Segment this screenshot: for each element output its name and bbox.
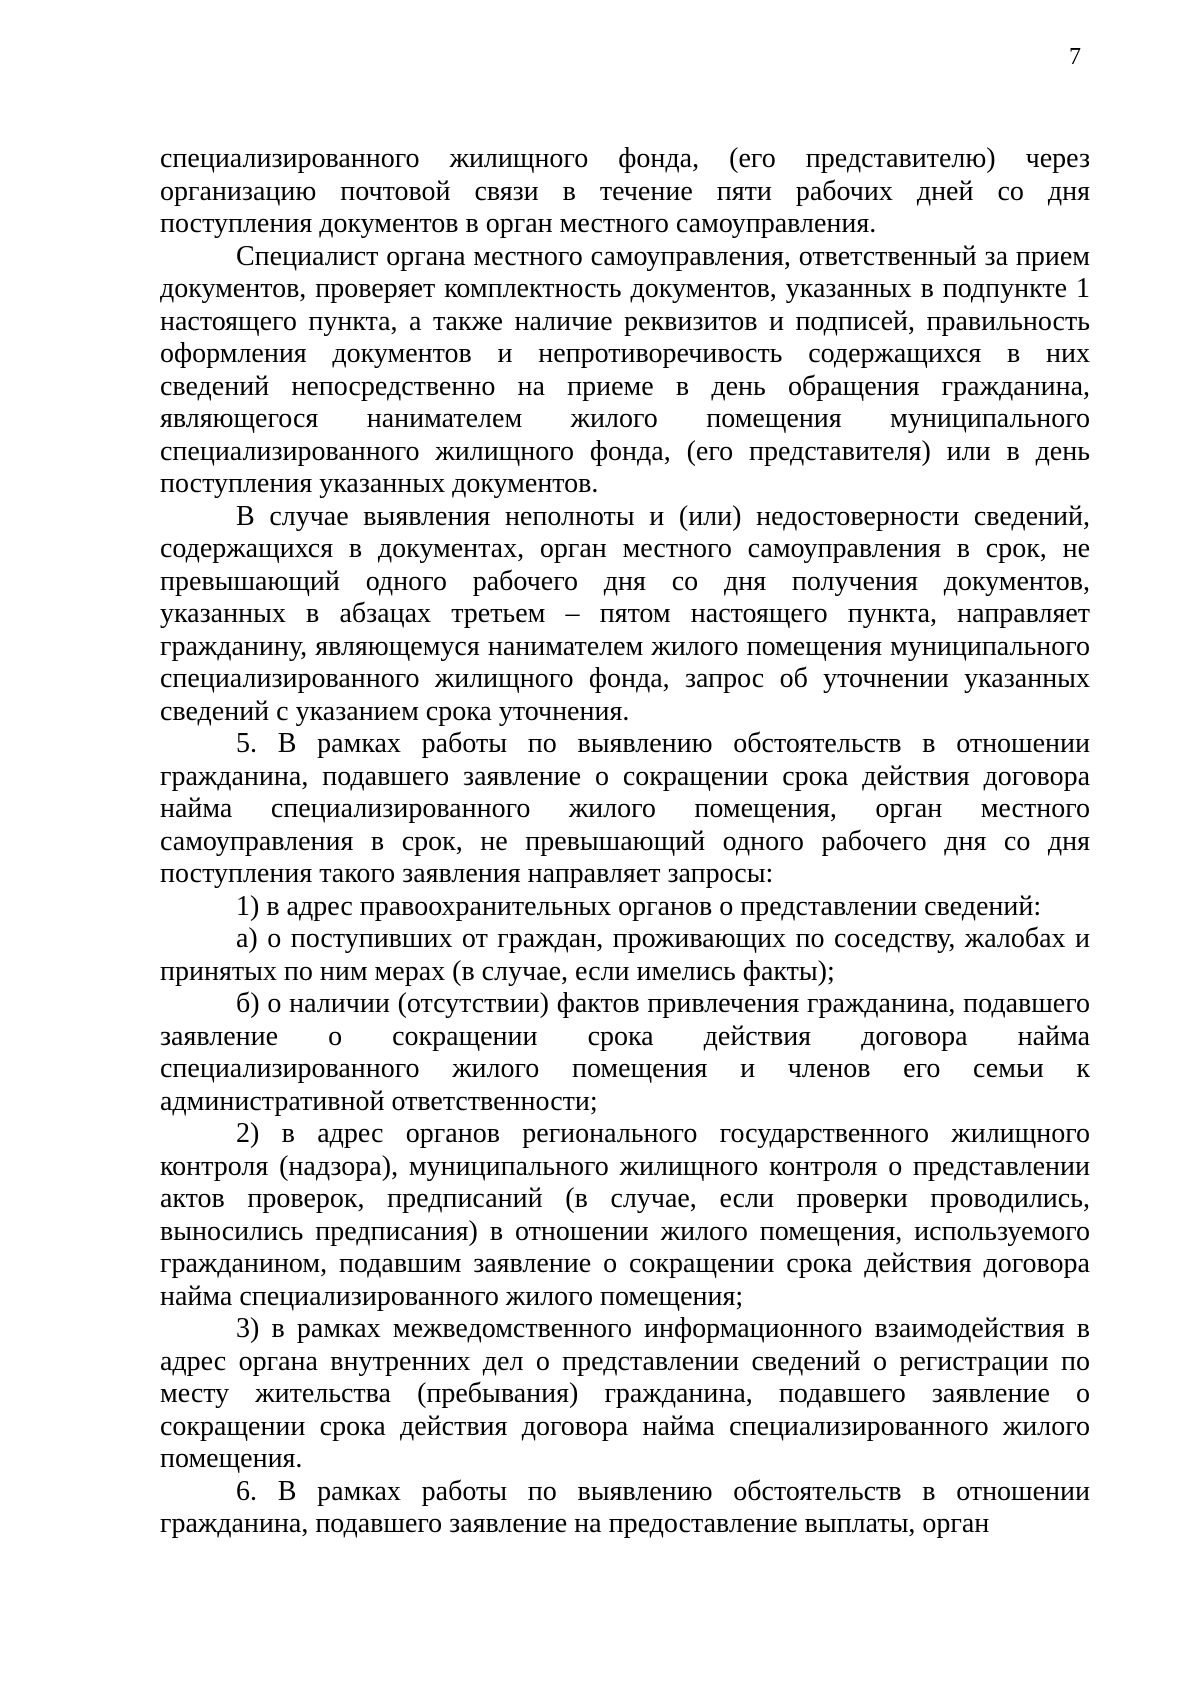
- paragraph-subitem-2: 2) в адрес органов регионального государственного жилищного контроля (надзора), муниципального жилищного контроля о представлении актов проверок, предписаний (в случае, если проверки проводились, выносились предписания) в отношении жилого помещения, используемого гражданином, подавшим заявление о сокращении срока действия договора найма специализированного жилого помещения;: [160, 1118, 1090, 1312]
- paragraph-subitem-b: б) о наличии (отсутствии) фактов привлечения гражданина, подавшего заявление о сокращении срока действия договора найма специализированного жилого помещения и членов его семьи к административной ответственности;: [160, 988, 1090, 1117]
- paragraph-item-6: 6. В рамках работы по выявлению обстоятельств в отношении гражданина, подавшего заявление на предоставление выплаты, орган: [160, 1475, 1090, 1539]
- paragraph-specialist-check: Специалист органа местного самоуправления, ответственный за прием документов, проверяет комплектность документов, указанных в подпункте 1 настоящего пункта, а также наличие реквизитов и подписей, правильность оформления документов и непротиворечивость содержащихся в них сведений непосредственно на приеме в день обращения гражданина, являющегося нанимателем жилого помещения муниципального специализированного жилищного фонда, (его представителя) или в день поступления указанных документов.: [160, 240, 1090, 499]
- paragraph-continuation: специализированного жилищного фонда, (его представителю) через организацию почтовой связи в течение пяти рабочих дней со дня поступления документов в орган местного самоуправления.: [160, 143, 1090, 239]
- paragraph-subitem-1: 1) в адрес правоохранительных органов о представлении сведений:: [236, 890, 1042, 922]
- paragraph-incomplete-info: В случае выявления неполноты и (или) недостоверности сведений, содержащихся в документах, орган местного самоуправления в срок, не превышающий одного рабочего дня со дня получения документов, указанных в абзацах третьем – пятом настоящего пункта, направляет гражданину, являющемуся нанимателем жилого помещения муниципального специализированного жилищного фонда, запрос об уточнении указанных сведений с указанием срока уточнения.: [160, 500, 1090, 727]
- paragraph-subitem-3: 3) в рамках межведомственного информационного взаимодействия в адрес органа внутренних дел о представлении сведений о регистрации по месту жительства (пребывания) гражданина, подавшего заявление о сокращении срока действия договора найма специализированного жилого помещения.: [160, 1313, 1090, 1474]
- paragraph-item-5: 5. В рамках работы по выявлению обстоятельств в отношении гражданина, подавшего заявление о сокращении срока действия договора найма специализированного жилого помещения, орган местного самоуправления в срок, не превышающий одного рабочего дня со дня поступления такого заявления направляет запросы:: [160, 728, 1090, 889]
- document-body: [160, 143, 1090, 1541]
- page-number: 7: [1069, 44, 1081, 70]
- paragraph-subitem-a: а) о поступивших от граждан, проживающих по соседству, жалобах и принятых по ним мерах (в случае, если имелись факты);: [160, 923, 1090, 987]
